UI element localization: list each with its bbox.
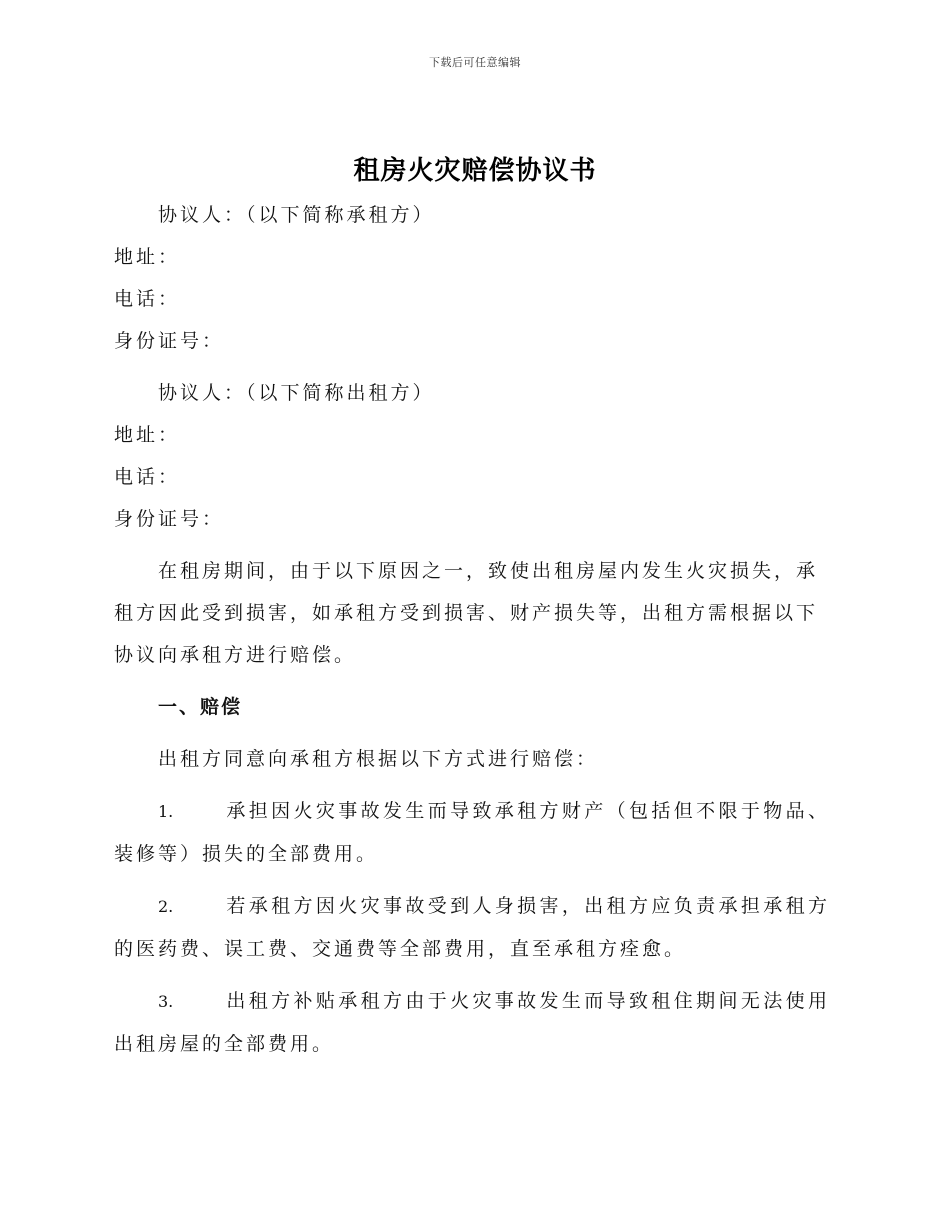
list-item xyxy=(114,885,830,970)
party-b-intro: 协议人：（以下简称出租方） xyxy=(158,382,435,404)
party-b-address-label: 地址： xyxy=(114,424,181,446)
list-item-number: 1. xyxy=(158,802,174,821)
section-heading-compensation: 一、赔偿 xyxy=(158,696,243,718)
party-a-phone-label: 电话： xyxy=(114,288,181,310)
party-a-intro: 协议人：（以下简称承租方） xyxy=(158,204,435,226)
party-b-phone-label: 电话： xyxy=(114,466,181,488)
list-item-text: 若承租方因火灾事故受到人身损害，出租方应负责承担承租方的医药费、误工费、交通费等全部费用，直至承租方痊愈。 xyxy=(114,895,830,960)
list-item-text: 出租方补贴承租方由于火灾事故发生而导致租住期间无法使用出租房屋的全部费用。 xyxy=(114,990,830,1055)
list-item xyxy=(114,980,830,1065)
list-item-number: 2. xyxy=(158,897,174,916)
document-title: 租房火灾赔偿协议书 xyxy=(353,156,597,186)
preamble-paragraph: 在租房期间，由于以下原因之一，致使出租房屋内发生火灾损失，承租方因此受到损害，如承租方受到损害、财产损失等，出租方需根据以下协议向承租方进行赔偿。 xyxy=(114,560,819,666)
party-b-id-label: 身份证号： xyxy=(114,508,225,530)
section-intro: 出租方同意向承租方根据以下方式进行赔偿： xyxy=(158,748,599,770)
list-item-text: 承担因火灾事故发生而导致承租方财产（包括但不限于物品、装修等）损失的全部费用。 xyxy=(114,800,830,865)
list-item xyxy=(114,790,830,875)
party-a-id-label: 身份证号： xyxy=(114,330,225,352)
page-header-note: 下载后可任意编辑 xyxy=(429,56,521,69)
party-a-address-label: 地址： xyxy=(114,246,181,268)
list-item-number: 3. xyxy=(158,992,174,1011)
document-body xyxy=(114,194,830,1065)
